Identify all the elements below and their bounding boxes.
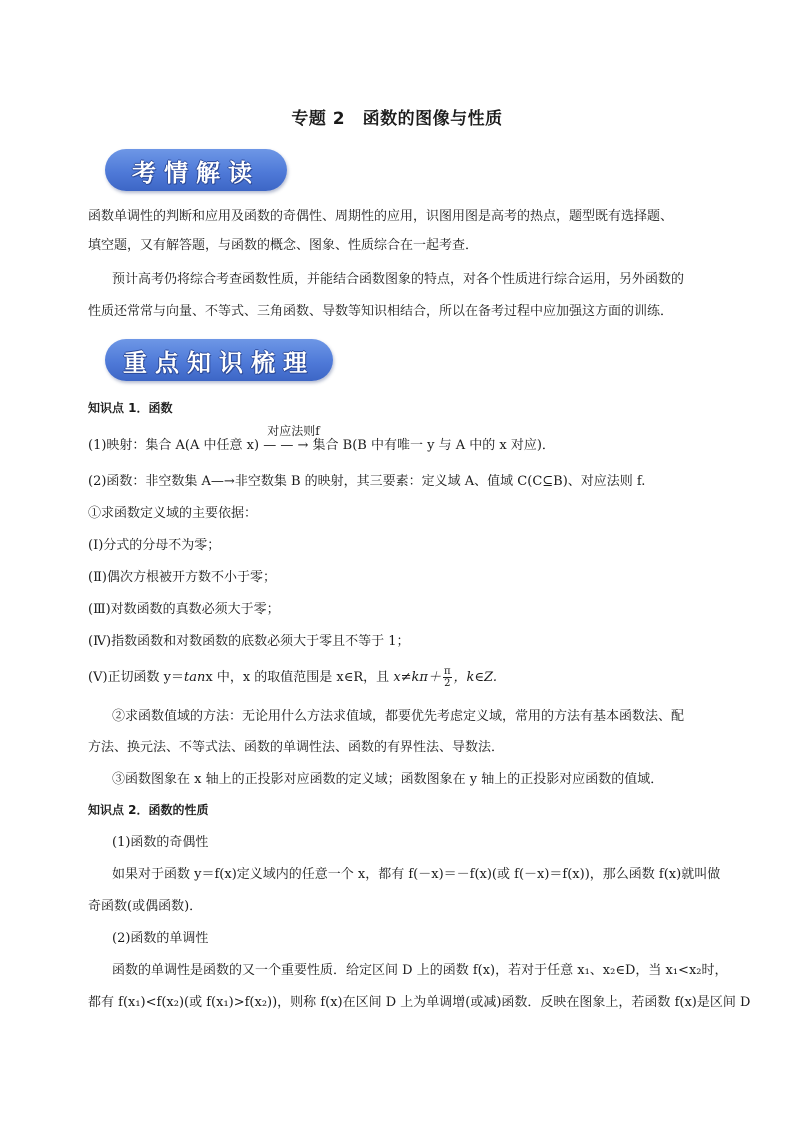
range-methods-line-2: 方法、换元法、不等式法、函数的单调性法、函数的有界性法、导数法． (88, 740, 505, 755)
tangent-text-b: x 中，x 的取值范围是 x∈R，且 (205, 670, 394, 685)
mapping-arrow-glyph: — — → (263, 438, 309, 453)
tangent-fn: tan (184, 670, 206, 685)
intro-paragraph-2-line-1: 预计高考仍将综合考查函数性质，并能结合函数图象的特点，对各个性质进行综合运用，另外函数的 (112, 272, 685, 287)
mapping-arrow (263, 424, 320, 459)
mapping-codomain-text: 集合 B(B 中有唯一 y 与 A 中的 x 对应)． (312, 438, 555, 453)
domain-rule-1: (Ⅰ)分式的分母不为零； (88, 538, 221, 553)
section-banner-exam-analysis (105, 149, 287, 191)
fraction-numerator: π (443, 666, 451, 677)
fraction-denominator: 2 (444, 678, 451, 689)
tangent-text-d: ，k∈Z. (453, 670, 497, 685)
monotonicity-definition-line-2: 都有 f(x₁)<f(x₂)(或 f(x₁)>f(x₂))，则称 f(x)在区间 D 上为单调增(或减)函数．反映在图象上，若函数 f(x)是区间 D (88, 995, 751, 1010)
parity-definition-line-1: 如果对于函数 y＝f(x)定义域内的任意一个 x，都有 f(－x)＝－f(x)(或 f(－x)＝f(x))，那么函数 f(x)就叫做 (112, 867, 721, 882)
banner-label: 重点知识梳理 (123, 348, 315, 377)
domain-rules-title: ①求函数定义域的主要依据： (88, 506, 258, 521)
tangent-text-a: (Ⅴ)正切函数 y＝ (88, 670, 185, 685)
parity-definition-line-2: 奇函数(或偶函数)． (88, 899, 203, 914)
page-title: 专题 2 函数的图像与性质 (291, 109, 503, 129)
function-definition: (2)函数：非空数集 A—→非空数集 B 的映射，其三要素：定义域 A、值域 C(C⊆B)、对应法则 f. (88, 474, 646, 489)
parity-title: (1)函数的奇偶性 (112, 835, 209, 850)
domain-rule-2: (Ⅱ)偶次方根被开方数不小于零； (88, 570, 276, 585)
monotonicity-definition-line-1: 函数的单调性是函数的又一个重要性质．给定区间 D 上的函数 f(x)，若对于任意 x₁、x₂∈D，当 x₁<x₂时， (112, 963, 728, 978)
banner-label: 考情解读 (132, 158, 260, 187)
intro-paragraph-2-line-2: 性质还常常与向量、不等式、三角函数、导数等知识相结合，所以在备考过程中应加强这方面的训练． (88, 304, 674, 319)
intro-paragraph-1-line-1: 函数单调性的判断和应用及函数的奇偶性、周期性的应用，识图用图是高考的热点，题型既有选择题、 (88, 209, 674, 224)
projection-note: ③函数图象在 x 轴上的正投影对应函数的定义域；函数图象在 y 轴上的正投影对应函数的值域． (112, 772, 664, 787)
domain-rule-4: (Ⅳ)指数函数和对数函数的底数必须大于零且不等于 1； (88, 634, 410, 649)
knowledge-point-2-heading: 知识点 2．函数的性质 (88, 803, 209, 817)
monotonicity-title: (2)函数的单调性 (112, 931, 209, 946)
section-banner-key-knowledge (105, 339, 333, 381)
mapping-domain-text: (1)映射：集合 A(A 中任意 x) (88, 438, 260, 453)
pi-over-two-fraction (443, 666, 452, 689)
intro-paragraph-1-line-2: 填空题，又有解答题，与函数的概念、图象、性质综合在一起考查． (88, 238, 479, 253)
mapping-rule-label: 对应法则f (267, 424, 320, 438)
knowledge-point-1-heading: 知识点 1．函数 (88, 401, 173, 415)
range-methods-line-1: ②求函数值域的方法：无论用什么方法求值域，都要优先考虑定义域，常用的方法有基本函数法、配 (112, 709, 685, 724)
domain-rule-5-tangent (88, 664, 728, 691)
tangent-condition: x≠kπ＋ (393, 670, 441, 685)
mapping-definition (88, 424, 728, 459)
domain-rule-3: (Ⅲ)对数函数的真数必须大于零； (88, 602, 280, 617)
